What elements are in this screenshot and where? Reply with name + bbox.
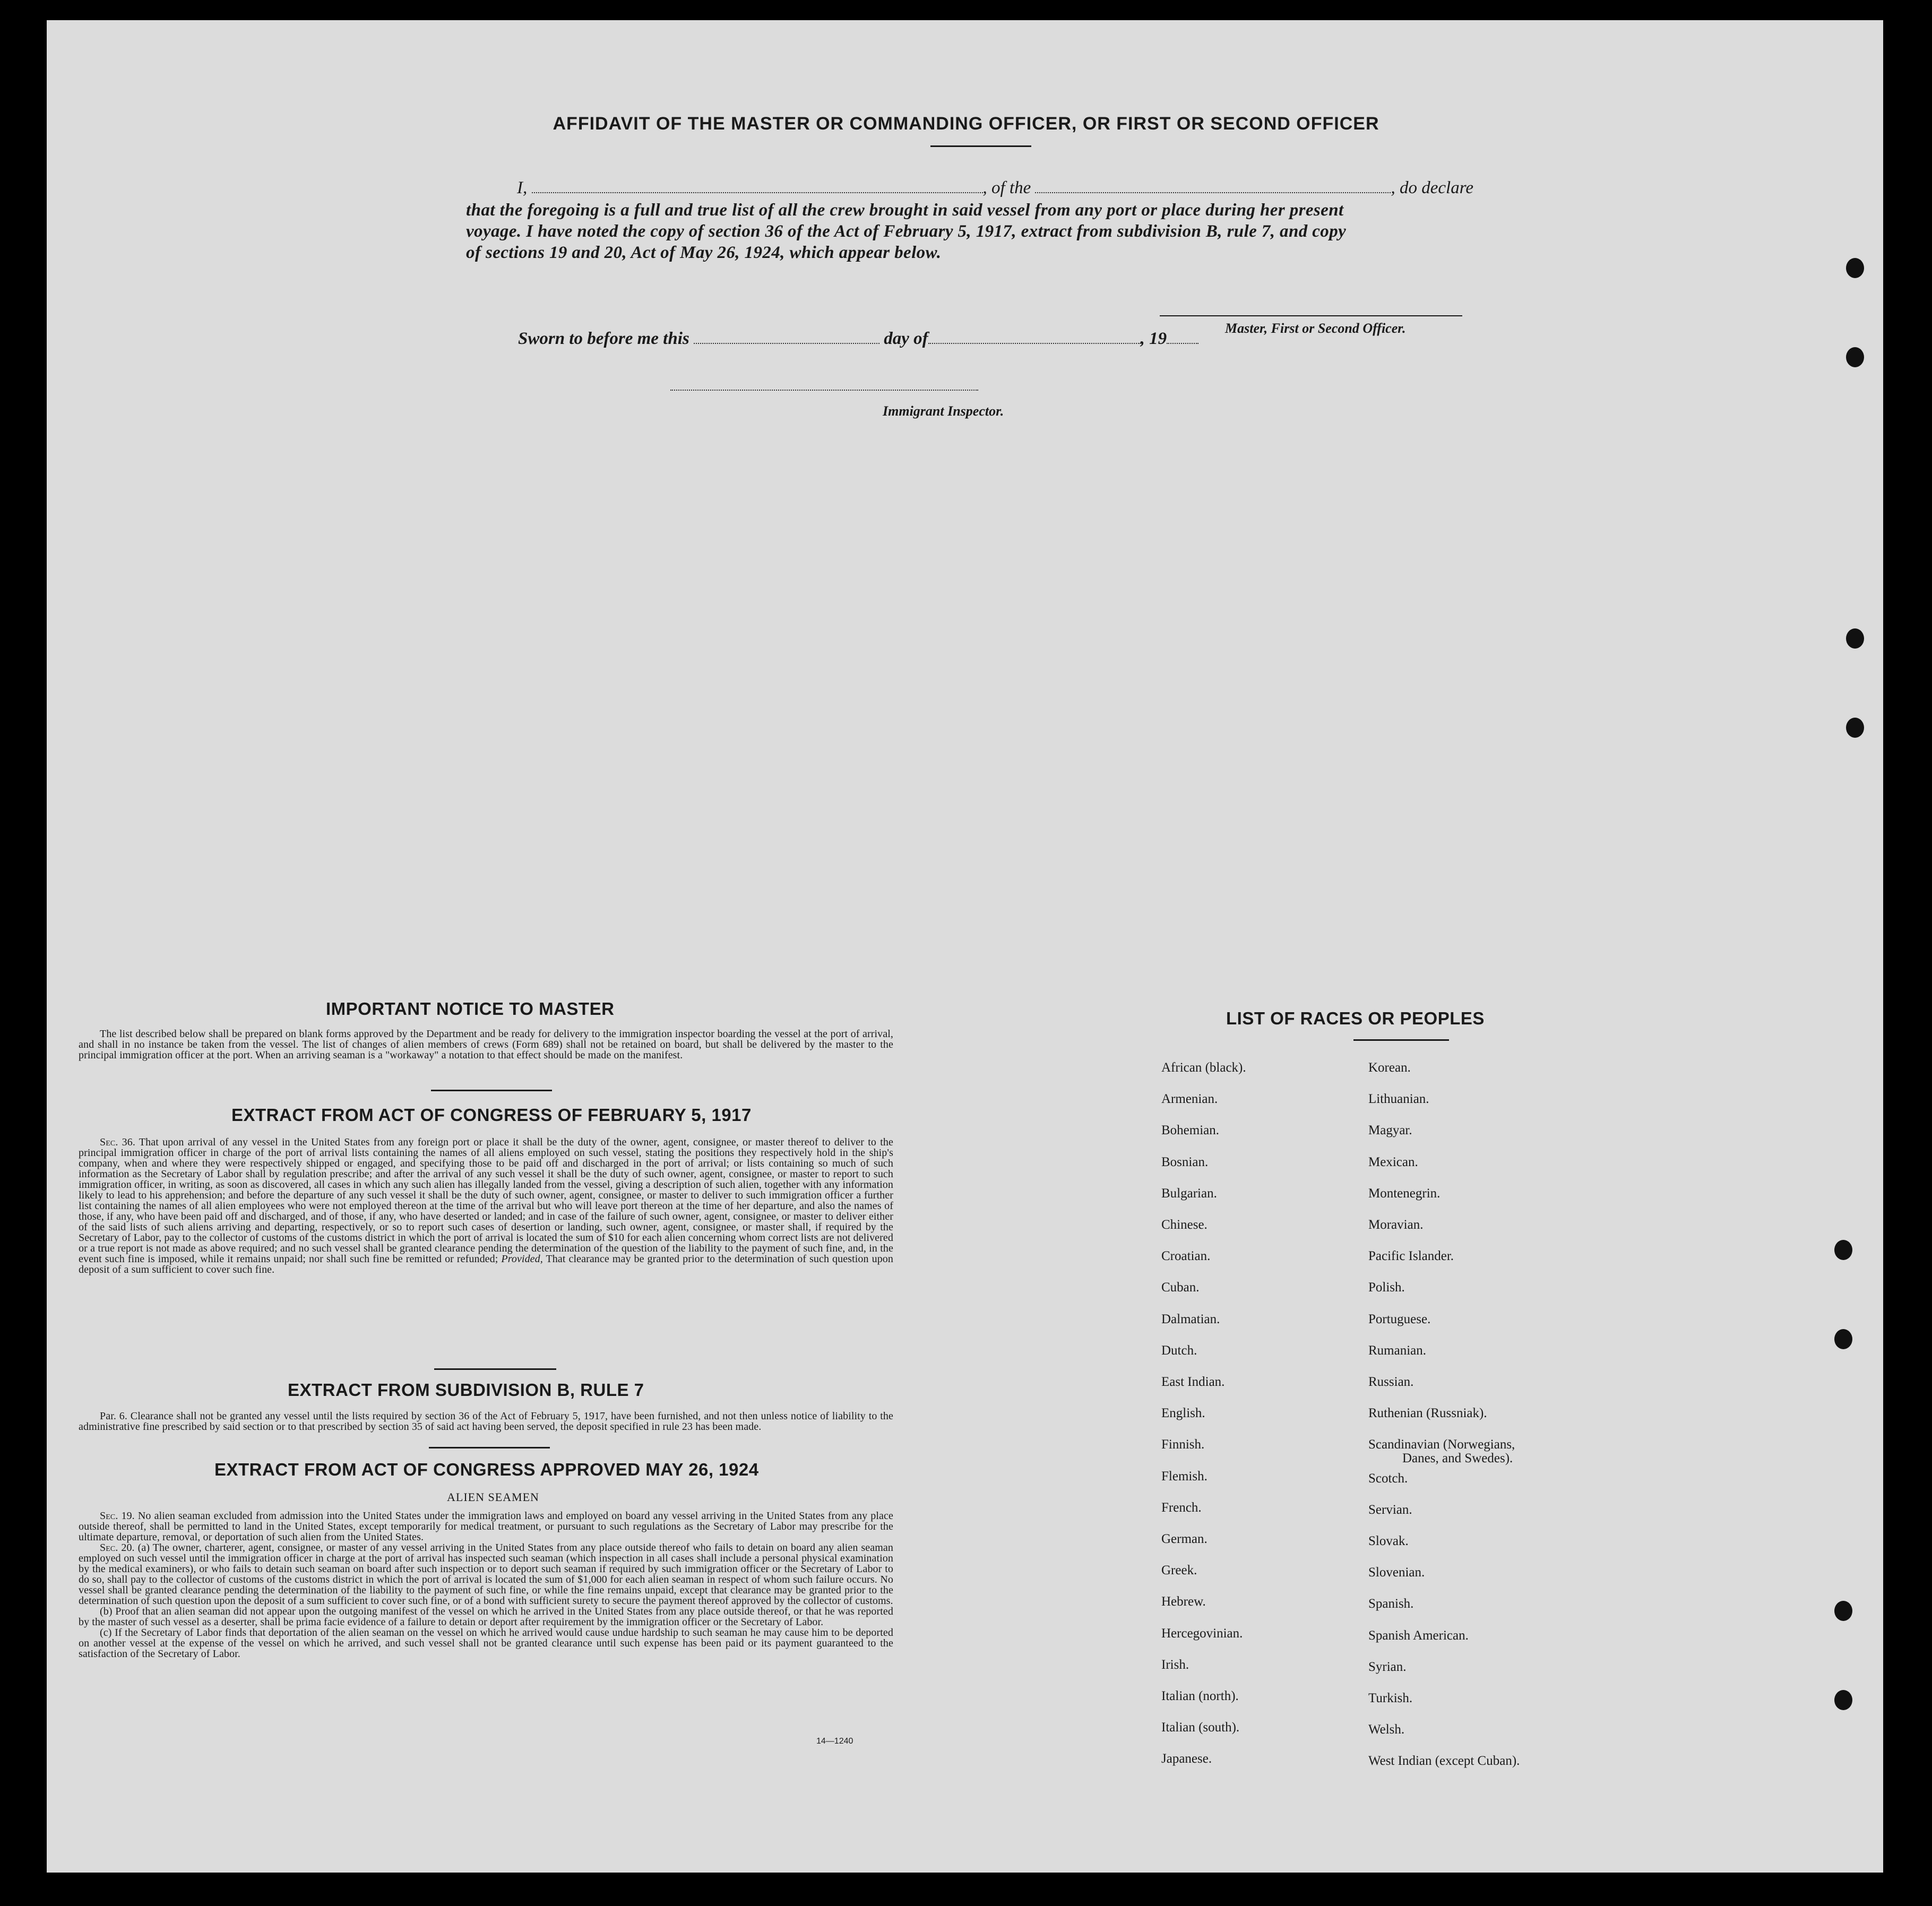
race-item: Cuban. [1161, 1280, 1200, 1295]
race-item: German. [1161, 1532, 1208, 1546]
race-item-continuation: Danes, and Swedes). [1402, 1451, 1513, 1466]
binder-hole [1834, 1690, 1852, 1710]
race-item: Japanese. [1161, 1752, 1212, 1766]
rule7-text: Par. 6. Clearance shall not be granted any vessel until the lists required by section 36 of the Act of February 5, 1917, have been furnished, and not then unless notice of liability to the administrative fine prescribed by said section or to that prescribed by section 35 of said act having been served, the deposit specified in rule 23 has been made. [79, 1410, 893, 1433]
sworn-line [518, 329, 1198, 349]
race-item: Portuguese. [1368, 1312, 1431, 1326]
race-item: Servian. [1368, 1502, 1412, 1517]
sworn-year-blank[interactable] [1167, 343, 1198, 344]
race-item: Dalmatian. [1161, 1312, 1220, 1326]
race-item: Rumanian. [1368, 1343, 1427, 1358]
race-item: English. [1161, 1406, 1205, 1421]
race-item: Polish. [1368, 1280, 1405, 1295]
race-item: Welsh. [1368, 1722, 1405, 1737]
sec19-label: Sec. 19. [100, 1510, 135, 1522]
binder-hole [1846, 258, 1864, 278]
binder-hole [1834, 1240, 1852, 1260]
sec20-c-text: (c) If the Secretary of Labor finds that deportation of the alien seaman on the vessel on which he arrived would cause undue hardship to such seaman he may cause him to be deported on another vessel at the expense of the vessel on which he arrived, and such vessel shall not be granted clearance until such expense has been paid or its payment guaranteed to the satisfaction of the Secretary of Labor. [79, 1627, 893, 1660]
notice-rule [431, 1090, 552, 1091]
races-left-column [1161, 1060, 1384, 1793]
sec36-text: That upon arrival of any vessel in the United States from any foreign port or place it shall be the duty of the owner, agent, consignee, or master thereof to deliver to the principal immigration officer in charge of the port of arrival lists containing the names of all aliens employed on such vessel, stating the positions they respectively hold in the ship's company, when and where they were respectively shipped or engaged, and specifying those to be paid off and discharged in the port of arrival; or lists containing so much of such information as the Secretary of Labor shall by regulation prescribe; and after the arrival of any such vessel it shall be the duty of such owner, agent, consignee, or master to report to such immigration officer, in writing, as soon as discovered, all cases in which any such alien has illegally landed from the vessel, giving a description of such alien, together with any information likely to lead to his apprehension; and before the departure of any such vessel it shall be the duty of such owner, agent, consignee, or master to deliver to such immigration officer a further list containing the names of all alien employees who were not employed thereon at the time of the arrival but who will leave port thereon at the time of her departure, and also the names of those, if any, who have been paid off and discharged, and of those, if any, who have deserted or landed; and in case of the failure of such owner, agent, consignee, or master to deliver either of the said lists of such aliens arriving and departing, respectively, or so to report such cases of desertion or landing, such owner, agent, consignee, or master shall, if required by the Secretary of Labor, pay to the collector of customs of the customs district in which the port of arrival is located the sum of $10 for each alien concerning whom correct lists are not delivered or a true report is not made as above required; and no such vessel shall be granted clearance pending the determination of the question of the liability to the payment of such fine, and, in the event such fine is imposed, while it remains unpaid; nor shall such fine be remitted or refunded; [79, 1136, 893, 1265]
document-sheet [47, 20, 1883, 1873]
race-item: Flemish. [1161, 1469, 1208, 1484]
race-item: Bohemian. [1161, 1123, 1220, 1138]
rule7-body [79, 1411, 893, 1432]
affidavit-line-2: that the foregoing is a full and true list of all the crew brought in said vessel from any port or place during her present [466, 201, 1344, 220]
race-item: Ruthenian (Russniak). [1368, 1406, 1487, 1421]
race-item: Lithuanian. [1368, 1092, 1429, 1107]
sworn-day-blank[interactable] [694, 343, 879, 344]
race-item: Italian (south). [1161, 1720, 1240, 1735]
sec19-text: No alien seaman excluded from admission into the United States under the immigration laws and employed on board any vessel arriving in the United States from any place outside thereof, shall be permitted to land in the United States, except temporarily for medical treatment, or pursuant to such regulations as the Secretary of Labor may prescribe for the ultimate departure, removal, or deportation of such alien from the United States. [79, 1510, 893, 1543]
race-item: Bosnian. [1161, 1154, 1209, 1169]
race-item: Scandinavian (Norwegians, [1368, 1437, 1515, 1452]
race-item: Korean. [1368, 1060, 1411, 1075]
notice-body [79, 1029, 893, 1060]
year-prefix: , 19 [1140, 329, 1167, 348]
race-item: Italian (north). [1161, 1689, 1239, 1703]
race-item: West Indian (except Cuban). [1368, 1754, 1520, 1769]
master-caption: Master, First or Second Officer. [1225, 321, 1406, 336]
alien-seamen-subtitle: ALIEN SEAMEN [447, 1490, 539, 1504]
binder-hole [1846, 718, 1864, 738]
sworn-month-blank[interactable] [928, 343, 1141, 344]
race-item: Irish. [1161, 1657, 1189, 1672]
race-item: Spanish. [1368, 1597, 1414, 1611]
inspector-signature-line[interactable] [670, 390, 978, 391]
form-number: 14—1240 [816, 1737, 853, 1746]
race-item: Scotch. [1368, 1471, 1408, 1486]
race-item: Russian. [1368, 1375, 1414, 1389]
sec20-label: Sec. 20. [100, 1542, 135, 1554]
race-item: East Indian. [1161, 1375, 1225, 1389]
affidavit-line-4: of sections 19 and 20, Act of May 26, 1924, which appear below. [466, 243, 942, 262]
provided-word: Provided, [501, 1253, 543, 1265]
race-item: French. [1161, 1500, 1202, 1515]
race-item: Chinese. [1161, 1218, 1208, 1232]
affidavit-of-the: , of the [982, 178, 1031, 197]
sec36-label: Sec. 36. [100, 1136, 135, 1148]
race-item: African (black). [1161, 1060, 1246, 1075]
races-title: LIST OF RACES OR PEOPLES [1226, 1008, 1485, 1028]
races-rule [1353, 1039, 1449, 1041]
race-item: Hebrew. [1161, 1594, 1206, 1609]
race-item: Pacific Islander. [1368, 1249, 1454, 1264]
notice-title: IMPORTANT NOTICE TO MASTER [326, 999, 615, 1019]
affidavit-do-declare: , do declare [1391, 178, 1473, 197]
extract-1917-title: EXTRACT FROM ACT OF CONGRESS OF FEBRUARY 5, 1917 [231, 1105, 752, 1125]
affidavit-line-3: voyage. I have noted the copy of section 36 of the Act of February 5, 1917, extract from subdivision B, rule 7, and copy [466, 222, 1347, 241]
binder-hole [1834, 1601, 1852, 1621]
race-item: Armenian. [1161, 1092, 1218, 1107]
extract-1924-body [79, 1511, 893, 1659]
race-item: Croatian. [1161, 1249, 1211, 1264]
race-item: Turkish. [1368, 1691, 1413, 1705]
race-item: Spanish American. [1368, 1628, 1469, 1643]
race-item: Montenegrin. [1368, 1186, 1441, 1201]
race-item: Greek. [1161, 1563, 1197, 1578]
race-item: Magyar. [1368, 1123, 1412, 1138]
sec20-b-text: (b) Proof that an alien seaman did not appear upon the outgoing manifest of the vessel on which he arrived in the United States from any place outside thereof, or that he was reported by the master of such vessel as a deserter, shall be prima facie evidence of a failure to detain or deport after requirement by the immigration officer or the Secretary of Labor. [79, 1606, 893, 1628]
notice-text: The list described below shall be prepared on blank forms approved by the Department and be ready for delivery to the immigration inspector boarding the vessel at the port of arrival, and shall in no instance be taken from the vessel. The list of changes of alien members of crews (Form 689) shall not be retained on board, but shall be delivered by the master to the principal immigration officer at the port. When an arriving seaman is a "workaway" a notation to that effect should be made on the manifest. [79, 1028, 893, 1061]
races-right-column [1368, 1060, 1687, 1793]
extract-1917-body [79, 1137, 893, 1275]
race-item: Slovenian. [1368, 1565, 1425, 1580]
race-item: Slovak. [1368, 1534, 1409, 1548]
affidavit-line-1 [517, 178, 1473, 198]
extract-1924-title: EXTRACT FROM ACT OF CONGRESS APPROVED MAY 26, 1924 [214, 1460, 759, 1479]
race-item: Dutch. [1161, 1343, 1197, 1358]
race-item: Mexican. [1368, 1154, 1418, 1169]
rule7-title: EXTRACT FROM SUBDIVISION B, RULE 7 [288, 1380, 644, 1400]
master-signature-line[interactable] [1160, 315, 1462, 316]
race-item: Hercegovinian. [1161, 1626, 1243, 1641]
extract-1917-rule [434, 1368, 556, 1370]
affidavit-i: I, [517, 178, 528, 197]
sec20-a-text: (a) The owner, charterer, agent, consignee, or master of any vessel arriving in the United States from any place outside thereof who fails to detain on board any alien seaman employed on such vessel until the immigration officer in charge at the port of arrival has inspected such seaman (which inspection in all cases shall include a personal physical examination by the medical examiners), or who fails to detain such seaman on board after such inspection or to deport such seaman if required by such immigration officer or the Secretary of Labor to do so, shall pay to the collector of customs of the customs district in which the port of arrival is located the sum of $1,000 for each alien seaman in respect of whom such failure occurs. No vessel shall be granted clearance pending the determination of the liability to the payment of such fine, or while the fine remains unpaid, except that clearance may be granted prior to the determination of such question upon the deposit of a sum sufficient to cover such fine, or of a bond with sufficient surety to secure the payment thereof approved by the collector of customs. [79, 1542, 893, 1607]
affidavit-title-rule [930, 145, 1031, 147]
race-item: Moravian. [1368, 1218, 1424, 1232]
sec36-tail: That clearance may be granted prior to the determination of such question upon deposit of a sum sufficient to cover such fine. [79, 1253, 893, 1275]
affidavit-title: AFFIDAVIT OF THE MASTER OR COMMANDING OFFICER, OR FIRST OR SECOND OFFICER [553, 114, 1379, 134]
binder-hole [1846, 347, 1864, 367]
day-of-text: day of [884, 329, 928, 348]
race-item: Syrian. [1368, 1659, 1407, 1674]
race-item: Finnish. [1161, 1437, 1205, 1452]
vessel-name-blank[interactable] [1035, 192, 1391, 193]
sworn-text: Sworn to before me this [518, 329, 689, 348]
inspector-caption: Immigrant Inspector. [883, 403, 1004, 419]
race-item: Bulgarian. [1161, 1186, 1217, 1201]
officer-name-blank[interactable] [532, 192, 983, 193]
binder-hole [1846, 628, 1864, 649]
binder-hole [1834, 1329, 1852, 1349]
rule7-rule [429, 1447, 550, 1448]
